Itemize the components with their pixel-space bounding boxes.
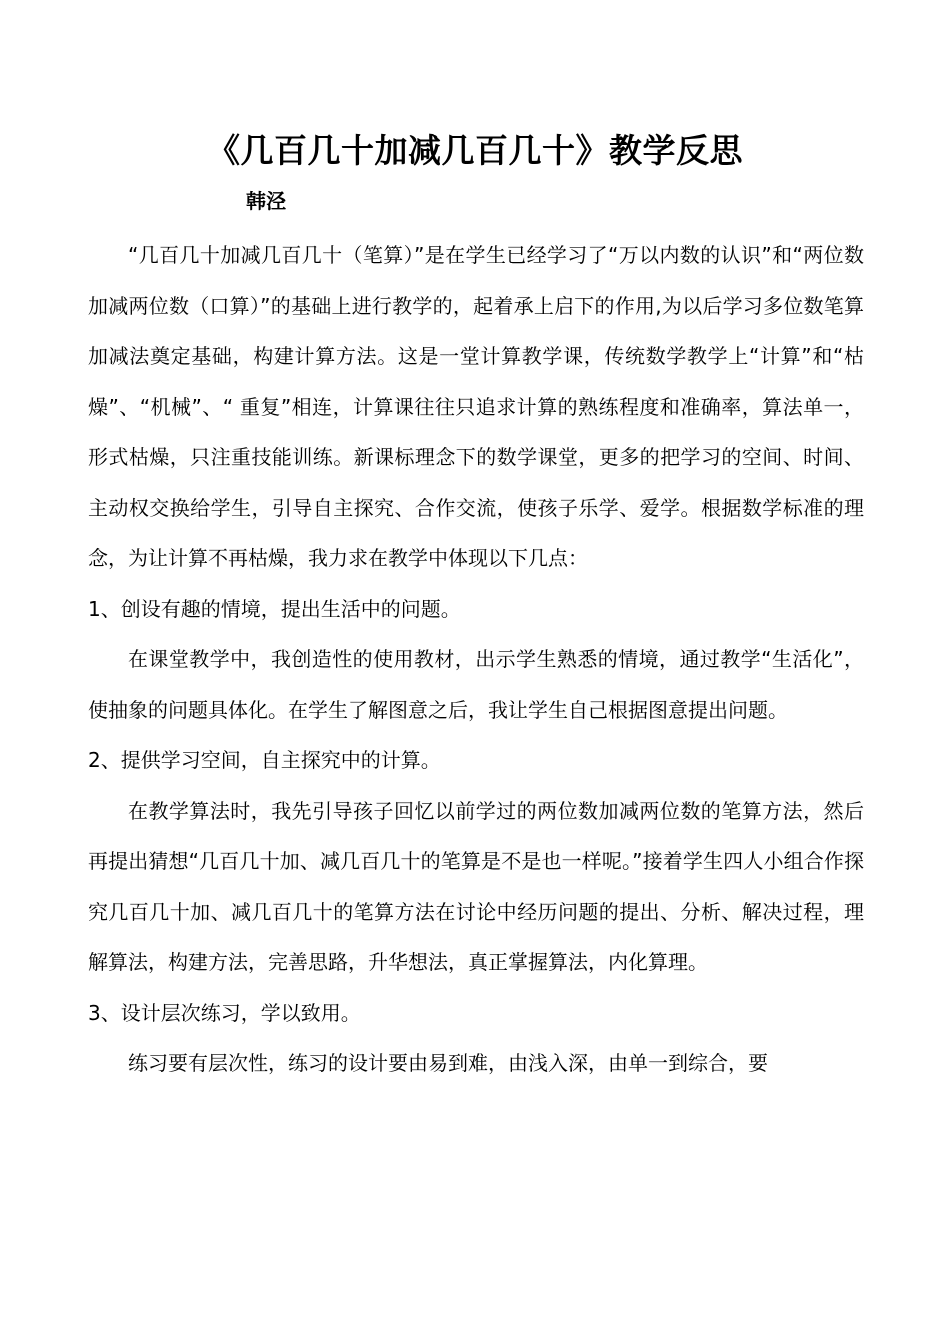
intro-paragraph: “几百几十加减几百几十（笔算）”是在学生已经学习了“万以内数的认识”和“两位数加减两位数（口算）”的基础上进行教学的，起着承上启下的作用,为以后学习多位数笔算加减法奠定基础，构建计算方法。这是一堂计算教学课，传统数学教学上“计算”和“枯燥”、“机械”、“ 重复”相连，计算课往往只追求计算的熟练程度和准确率，算法单一，形式枯燥，只注重技能训练。新课标理念下的数学课堂，更多的把学习的空间、时间、主动权交换给学生，引导自主探究、合作交流，使孩子乐学、爱学。根据数学标准的理念，为让计算不再枯燥，我力求在教学中体现以下几点： xyxy=(88,243,864,570)
document-body xyxy=(88,230,864,1089)
section-paragraph-1: 在课堂教学中，我创造性的使用教材，出示学生熟悉的情境，通过教学“生活化”，使抽象的问题具体化。在学生了解图意之后，我让学生自己根据图意提出问题。 xyxy=(88,647,864,722)
author-name: 韩泾 xyxy=(246,189,286,213)
section-paragraph-2: 在教学算法时，我先引导孩子回忆以前学过的两位数加减两位数的笔算方法，然后再提出猜想“几百几十加、减几百几十的笔算是不是也一样呢。”接着学生四人小组合作探究几百几十加、减几百几十的笔算方法在讨论中经历问题的提出、分析、解决过程，理解算法，构建方法，完善思路，升华想法，真正掌握算法，内化算理。 xyxy=(88,798,864,974)
page-title: 《几百几十加减几百几十》教学反思 xyxy=(207,131,743,170)
section-heading-1: 1、创设有趣的情境，提出生活中的问题。 xyxy=(88,596,461,621)
section-heading-3: 3、设计层次练习，学以致用。 xyxy=(88,1000,361,1025)
section-paragraph-3: 练习要有层次性，练习的设计要由易到难，由浅入深，由单一到综合，要 xyxy=(128,1051,768,1075)
section-heading-2: 2、提供学习空间，自主探究中的计算。 xyxy=(88,748,441,772)
